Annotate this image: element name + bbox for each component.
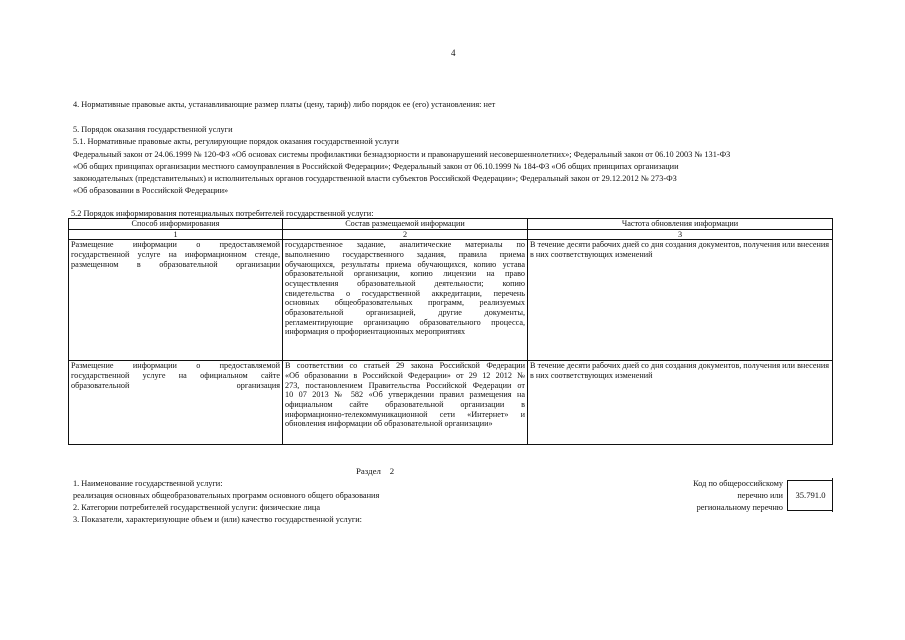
- method-cell: Размещение информации о предоставляемой государственной услуге на официальном сайте образовательной организация: [69, 361, 283, 445]
- column-number: 2: [283, 229, 528, 240]
- code-value: 35.791.0: [795, 490, 826, 501]
- frequency-cell: В течение десяти рабочих дней со дня создания документов, получения или внесения в них соответствующих изменений: [528, 240, 833, 361]
- service-name-label: 1. Наименование государственной услуги:: [73, 479, 223, 488]
- section-5-1-title: 5.1. Нормативные правовые акты, регулирующие порядок оказания государственной услуги: [73, 137, 399, 146]
- code-value-box: [787, 480, 833, 511]
- table-row: [69, 361, 833, 445]
- header-content: Состав размещаемой информации: [283, 219, 528, 230]
- section-5-2-title: 5.2 Порядок информирования потенциальных потребителей государственной услуги:: [71, 209, 374, 218]
- content-line: регламентирующие организацию образовательного процесса,: [285, 317, 525, 327]
- content-line: информационно-телекоммуникационной сети «Интернет» и: [285, 409, 525, 419]
- content-line: 273, постановлением Правительства Российской Федерации от: [285, 380, 525, 390]
- table-row: [69, 240, 833, 361]
- code-box-right-border: [832, 478, 833, 512]
- content-line: В соответствии со статьей 29 закона Российской Федерации: [285, 361, 525, 371]
- razdel-label: Раздел: [356, 466, 381, 476]
- content-line: обновления информации об образовательной организации»: [285, 419, 493, 429]
- method-cell: Размещение информации о предоставляемой государственной услуге на информационном стенде, размещенном в образовательной организации: [69, 240, 283, 361]
- legal-acts-line-4: «Об образовании в Российской Федерации»: [73, 186, 229, 195]
- content-line: осуществления образовательной деятельности; копию: [285, 279, 525, 289]
- content-line: образовательной организации, копию лицензии на право: [285, 269, 525, 279]
- code-label-line-3: региональному перечню: [696, 503, 783, 512]
- section-5-title: 5. Порядок оказания государственной услуги: [73, 125, 233, 134]
- information-table: [68, 218, 833, 445]
- frequency-cell: В течение десяти рабочих дней со дня создания документов, получения или внесения в них соответствующих изменений: [528, 361, 833, 445]
- content-line: официальном сайте образовательной организации в: [285, 400, 525, 410]
- content-line: «Об образовании в Российской Федерации» от 29 12 2012 №: [285, 371, 525, 381]
- header-method: Способ информирования: [69, 219, 283, 230]
- razdel-number: 2: [389, 466, 395, 476]
- content-line: образовательной организацией, другие документы,: [285, 308, 525, 318]
- legal-acts-line-3: законодательных (представительных) и исполнительных органов государственной власти субъектов Российской Федерации»; Федеральный закон от 29.12.2012 № 273-ФЗ: [73, 174, 677, 183]
- content-line: обучающихся, результаты приема обучающихся, копию устава: [285, 259, 525, 269]
- legal-acts-line-2: «Об общих принципах организации местного самоуправления в Российской Федерации»; Федеральный закон от 06.10.1999 № 184-ФЗ «Об общих принципах организации: [73, 162, 679, 171]
- content-line: государственное задание, аналитические материалы по: [285, 240, 525, 250]
- legal-acts-line-1: Федеральный закон от 24.06.1999 № 120-ФЗ «Об основах системы профилактики безнадзорности и правонарушений несовершеннолетних»; Федеральный закон от 06.10 2003 № 131-ФЗ: [73, 150, 731, 159]
- content-cell: [283, 361, 528, 445]
- razdel-heading: [356, 466, 394, 476]
- column-number: 3: [528, 229, 833, 240]
- section-4-fees: 4. Нормативные правовые акты, устанавливающие размер платы (цену, тариф) либо порядок ее (его) установления: нет: [73, 100, 496, 109]
- service-name-value: реализация основных общеобразовательных программ основного общего образования: [73, 491, 380, 500]
- code-label-line-2: перечню или: [737, 491, 783, 500]
- content-line: 10 07 2013 № 582 «Об утверждении правил размещения на: [285, 390, 525, 400]
- content-line: информация о профориентационных мероприятиях: [285, 327, 466, 337]
- content-line: выполнению государственного задания, правила приема: [285, 250, 525, 260]
- content-line: свидетельства о государственной аккредитации, перечень: [285, 288, 525, 298]
- indicators-heading: 3. Показатели, характеризующие объем и (или) качество государственной услуги:: [73, 515, 362, 524]
- consumer-category: 2. Категории потребителей государственной услуги: физические лица: [73, 503, 321, 512]
- page-number: 4: [451, 48, 456, 58]
- code-label-line-1: Код по общероссийскому: [693, 479, 783, 488]
- header-frequency: Частота обновления информации: [528, 219, 833, 230]
- column-number: 1: [69, 229, 283, 240]
- content-cell: [283, 240, 528, 361]
- content-line: основных общеобразовательных программ, реализуемых: [285, 298, 525, 308]
